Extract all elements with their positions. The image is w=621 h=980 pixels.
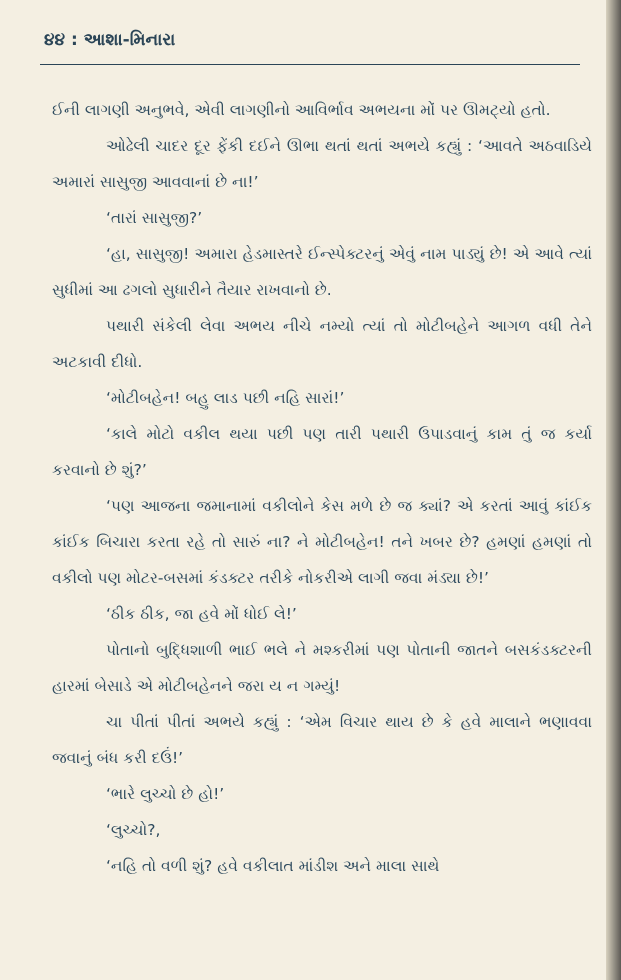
book-title: આશા-મિનારા	[83, 30, 176, 50]
paragraph: ‘ભારે લુચ્ચો છે હો!’	[106, 785, 225, 803]
paragraph: ‘મોટીબહેન! બહુ લાડ પછી નહિ સારાં!’	[106, 389, 345, 407]
paragraph: ઓઢેલી ચાદર દૂર ફેંકી દઈને ઊભા થતાં થતાં અભયે કહ્યું : ‘આવતે અઠવાડિયે અમારાં સાસુજી આવવાનાં છે ના!’	[52, 137, 592, 191]
paragraph: પોતાનો બુદ્ધિશાળી ભાઈ ભલે ને મશ્કરીમાં પણ પોતાની જાતને બસકંડક્ટરની હારમાં બેસાડે એ મોટીબહેનને જરા ય ન ગમ્યું!	[52, 641, 592, 695]
paragraph: ‘પણ આજના જમાનામાં વકીલોને કેસ મળે છે જ ક્યાં? એ કરતાં આવું કાંઈક કાંઈક બિચારા કરતા રહે તો સારું ના? ને મોટીબહેન! તને ખબર છે? હમણાં હમણાં તો વકીલો પણ મોટર-બસમાં કંડક્ટર તરીકે નોકરીએ લાગી જવા મંડ્યા છે!’	[52, 497, 592, 587]
body-text	[52, 92, 592, 884]
paragraph: પથારી સંકેલી લેવા અભય નીચે નમ્યો ત્યાં તો મોટીબહેને આગળ વધી તેને અટકાવી દીધો.	[52, 317, 592, 371]
paragraph: ‘ઠીક ઠીક, જા હવે મોં ધોઈ લે!’	[106, 605, 297, 623]
paragraph: ‘લુચ્ચો?,	[106, 821, 161, 839]
header-rule	[40, 64, 580, 65]
paragraph: ‘નહિ તો વળી શું? હવે વકીલાત માંડીશ અને માલા સાથે	[106, 857, 440, 875]
paragraph: ‘કાલે મોટો વકીલ થયા પછી પણ તારી પથારી ઉપાડવાનું કામ તું જ કર્યા કરવાનો છે શું?’	[52, 425, 592, 479]
paragraph: ચા પીતાં પીતાં અભયે કહ્યું : ‘એમ વિચાર થાય છે કે હવે માલાને ભણાવવા જવાનું બંધ કરી દઉં!’	[52, 713, 592, 767]
page-number: ૪૪	[44, 30, 66, 50]
page-edge	[606, 0, 621, 980]
paragraph: ‘તારાં સાસુજી?’	[106, 209, 203, 227]
paragraph: ઈની લાગણી અનુભવે, એવી લાગણીનો આવિર્ભાવ અભયના મોં પર ઊમટ્યો હતો.	[52, 101, 551, 119]
paragraph: ‘હા, સાસુજી! અમારા હેડમાસ્તરે ઈન્સ્પેક્ટરનું એવું નામ પાડ્યું છે! એ આવે ત્યાં સુધીમાં આ ઢગલો સુધારીને તૈયાર રાખવાનો છે.	[52, 245, 592, 299]
header-separator: :	[71, 30, 78, 50]
running-header	[44, 30, 175, 50]
